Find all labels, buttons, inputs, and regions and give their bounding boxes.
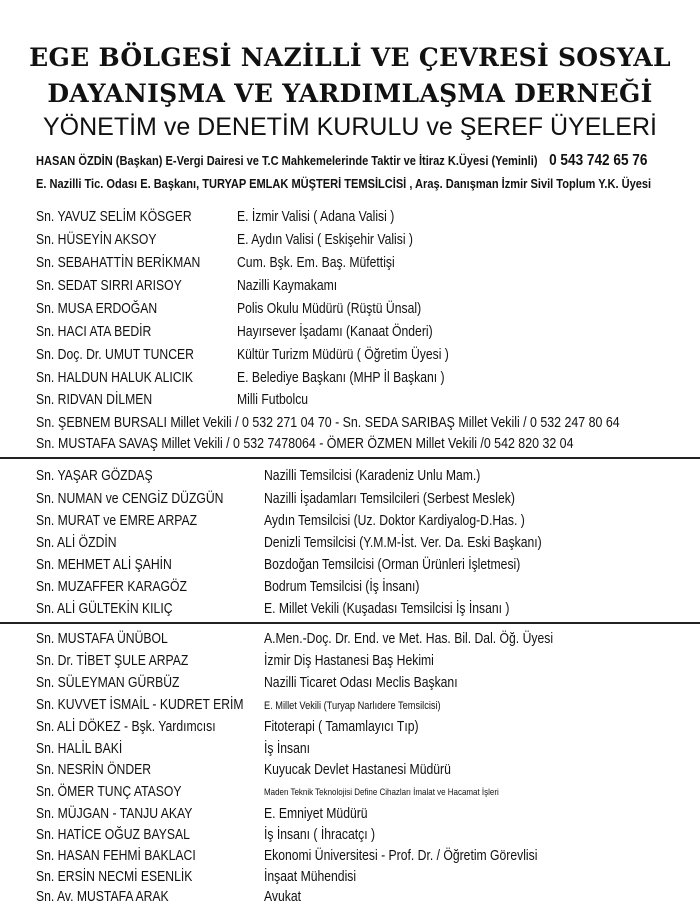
member-title: E. Aydın Valisi ( Eskişehir Valisi ) bbox=[237, 232, 413, 248]
member-title: İzmir Diş Hastanesi Baş Hekimi bbox=[264, 653, 434, 669]
deputies-text: Sn. ŞEBNEM BURSALI Millet Vekili / 0 532 271 04 70 - Sn. SEDA SARIBAŞ Millet Vekili / 0 532 247 80 64 bbox=[36, 415, 620, 431]
president-description: HASAN ÖZDİN (Başkan) E-Vergi Dairesi ve T.C Mahkemelerinde Taktir ve İtiraz K.Üyesi (Yeminli) bbox=[36, 153, 538, 168]
member-title: Kuyucak Devlet Hastanesi Müdürü bbox=[264, 762, 451, 778]
president-line-2: E. Nazilli Tic. Odası E. Başkanı, TURYAP EMLAK MÜŞTERİ TEMSİLCİSİ , Araş. Danışman İzmir Sivil Toplum Y.K. Üyesi bbox=[36, 176, 652, 191]
member-name: Sn. SEBAHATTİN BERİKMAN bbox=[36, 255, 201, 271]
section-divider bbox=[0, 457, 700, 459]
member-name: Sn. MUSTAFA ÜNÜBOL bbox=[36, 631, 168, 647]
member-name: Sn. HASAN FEHMİ BAKLACI bbox=[36, 848, 196, 864]
member-name: Sn. NUMAN ve CENGİZ DÜZGÜN bbox=[36, 491, 224, 507]
member-title: Bozdoğan Temsilcisi (Orman Ürünleri İşletmesi) bbox=[264, 557, 521, 573]
member-name: Sn. MURAT ve EMRE ARPAZ bbox=[36, 513, 198, 529]
member-name: Sn. Av. MUSTAFA ARAK bbox=[36, 889, 169, 905]
member-title: E. Emniyet Müdürü bbox=[264, 806, 368, 822]
member-name: Sn. SEDAT SIRRI ARISOY bbox=[36, 278, 182, 294]
president-line bbox=[36, 152, 647, 170]
member-title: Bodrum Temsilcisi (İş İnsanı) bbox=[264, 579, 420, 595]
boards-subtitle: YÖNETİM ve DENETİM KURULU ve ŞEREF ÜYELERİ bbox=[42, 113, 657, 141]
association-title-line2: DAYANIŞMA VE YARDIMLAŞMA DERNEĞİ bbox=[47, 79, 653, 108]
member-name: Sn. HATİCE OĞUZ BAYSAL bbox=[36, 827, 190, 843]
member-title: E. Millet Vekili (Turyap Narlıdere Temsilcisi) bbox=[264, 700, 441, 712]
member-name: Sn. ÖMER TUNÇ ATASOY bbox=[36, 784, 182, 800]
member-name: Sn. HALDUN HALUK ALICIK bbox=[36, 370, 194, 386]
member-title: E. İzmir Valisi ( Adana Valisi ) bbox=[237, 209, 395, 225]
member-title: Milli Futbolcu bbox=[237, 392, 309, 408]
deputies-text: Sn. MUSTAFA SAVAŞ Millet Vekili / 0 532 7478064 - ÖMER ÖZMEN Millet Vekili /0 542 820 32 04 bbox=[36, 436, 574, 452]
member-title: Polis Okulu Müdürü (Rüştü Ünsal) bbox=[237, 301, 422, 317]
member-name: Sn. ALİ DÖKEZ - Bşk. Yardımcısı bbox=[36, 719, 216, 735]
member-name: Sn. ERSİN NECMİ ESENLİK bbox=[36, 869, 193, 885]
member-name: Sn. MUSA ERDOĞAN bbox=[36, 301, 158, 317]
member-title: İş İnsanı bbox=[264, 741, 311, 757]
member-name: Sn. Dr. TİBET ŞULE ARPAZ bbox=[36, 653, 189, 669]
member-name: Sn. KUVVET İSMAİL - KUDRET ERİM bbox=[36, 697, 244, 713]
member-title: İnşaat Mühendisi bbox=[264, 869, 357, 885]
section-divider bbox=[0, 622, 700, 624]
member-name: Sn. HALİL BAKİ bbox=[36, 741, 123, 757]
member-name: Sn. SÜLEYMAN GÜRBÜZ bbox=[36, 675, 180, 691]
member-title: Kültür Turizm Müdürü ( Öğretim Üyesi ) bbox=[237, 347, 449, 363]
member-title: Aydın Temsilcisi (Uz. Doktor Kardiyalog-D.Has. ) bbox=[264, 513, 525, 529]
member-name: Sn. NESRİN ÖNDER bbox=[36, 762, 152, 778]
association-title-line1: EGE BÖLGESİ NAZİLLİ VE ÇEVRESİ SOSYAL bbox=[29, 43, 671, 72]
member-title: A.Men.-Doç. Dr. End. ve Met. Has. Bil. Dal. Öğ. Üyesi bbox=[264, 631, 554, 647]
member-title: E. Belediye Başkanı (MHP İl Başkanı ) bbox=[237, 370, 445, 386]
member-name: Sn. Doç. Dr. UMUT TUNCER bbox=[36, 347, 194, 363]
member-title: İş İnsanı ( İhracatçı ) bbox=[264, 827, 376, 843]
member-name: Sn. MÜJGAN - TANJU AKAY bbox=[36, 806, 193, 822]
member-name: Sn. YAVUZ SELİM KÖSGER bbox=[36, 209, 192, 225]
member-title: Nazilli İşadamları Temsilcileri (Serbest Meslek) bbox=[264, 491, 515, 507]
member-name: Sn. HÜSEYİN AKSOY bbox=[36, 232, 157, 248]
member-name: Sn. ALİ GÜLTEKİN KILIÇ bbox=[36, 601, 173, 617]
member-title: Cum. Bşk. Em. Baş. Müfettişi bbox=[237, 255, 395, 271]
member-title: Ekonomi Üniversitesi - Prof. Dr. / Öğretim Görevlisi bbox=[264, 848, 538, 864]
member-name: Sn. MEHMET ALİ ŞAHİN bbox=[36, 557, 172, 573]
member-name: Sn. RIDVAN DİLMEN bbox=[36, 392, 153, 408]
member-title: Maden Teknik Teknolojisi Define Cihazları İmalat ve Hacamat İşleri bbox=[264, 787, 499, 798]
member-title: Fitoterapi ( Tamamlayıcı Tıp) bbox=[264, 719, 419, 735]
member-title: Hayırsever İşadamı (Kanaat Önderi) bbox=[237, 324, 433, 340]
member-name: Sn. YAŞAR GÖZDAŞ bbox=[36, 468, 153, 484]
member-title: Avukat bbox=[264, 889, 302, 905]
member-name: Sn. HACI ATA BEDİR bbox=[36, 324, 152, 340]
member-title: Nazilli Kaymakamı bbox=[237, 278, 338, 294]
member-name: Sn. ALİ ÖZDİN bbox=[36, 535, 117, 551]
president-phone: 0 543 742 65 76 bbox=[549, 152, 648, 169]
member-title: Denizli Temsilcisi (Y.M.M-İst. Ver. Da. Eski Başkanı) bbox=[264, 535, 542, 551]
member-name: Sn. MUZAFFER KARAGÖZ bbox=[36, 579, 187, 595]
member-title: Nazilli Temsilcisi (Karadeniz Unlu Mam.) bbox=[264, 468, 481, 484]
member-title: E. Millet Vekili (Kuşadası Temsilcisi İş İnsanı ) bbox=[264, 601, 510, 617]
member-title: Nazilli Ticaret Odası Meclis Başkanı bbox=[264, 675, 458, 691]
